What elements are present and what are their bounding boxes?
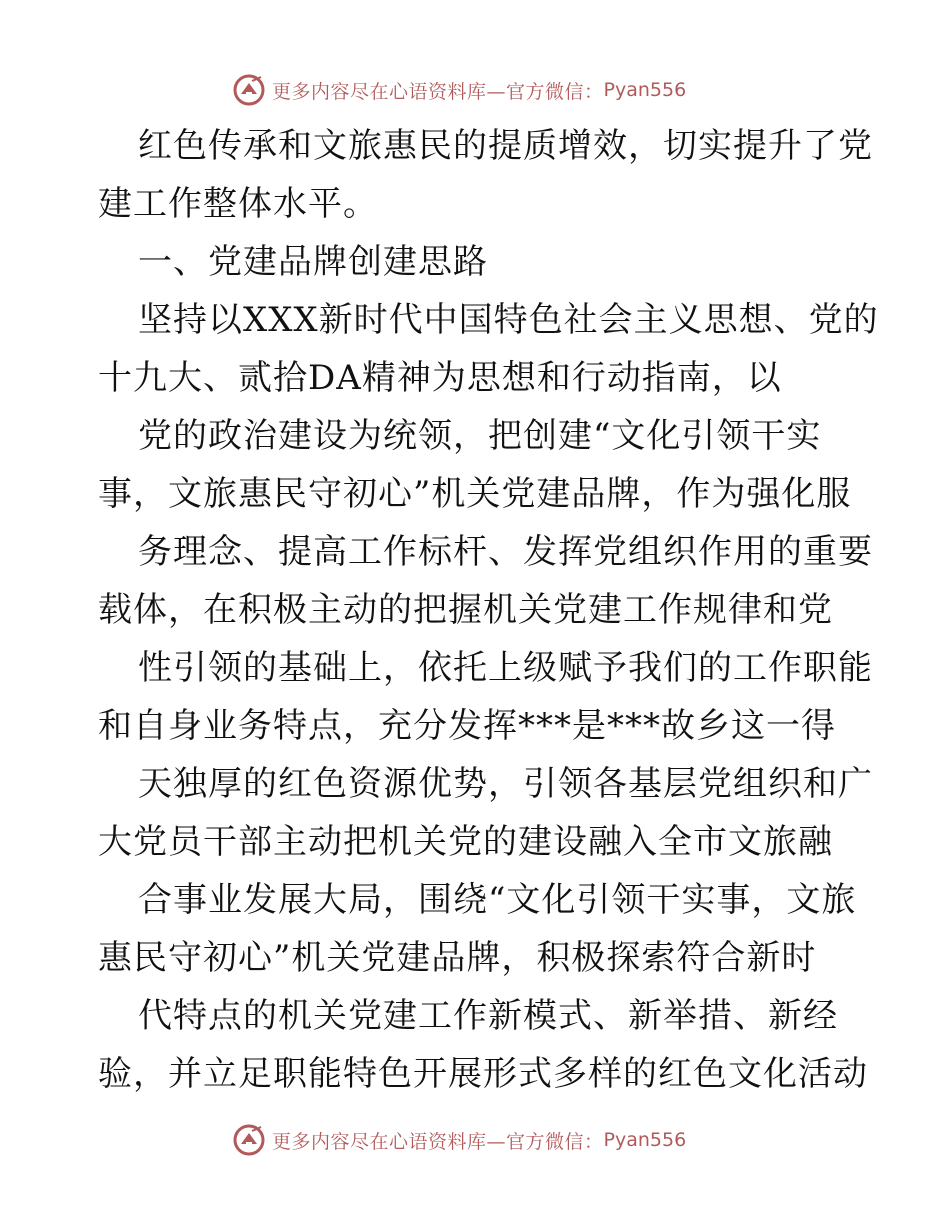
body-line-7: 事，文旅惠民守初心”机关党建品牌，作为强化服 (98, 474, 852, 514)
body-line-8: 务理念、提高工作标杆、发挥党组织作用的重要 (138, 532, 873, 572)
watermark-wechat-id: Pyan556 (603, 79, 687, 101)
body-line-13: 大党员干部主动把机关党的建设融入全市文旅融 (98, 822, 833, 862)
body-line-11: 和自身业务特点，充分发挥***是***故乡这一得 (98, 706, 836, 746)
footer-watermark (232, 1122, 686, 1158)
body-line-2: 建工作整体水平。 (98, 184, 378, 224)
body-line-10: 性引领的基础上，依托上级赋予我们的工作职能 (138, 648, 873, 688)
body-line-5: 十九大、贰拾DA精神为思想和行动指南，以 (98, 358, 782, 398)
body-line-15: 惠民守初心”机关党建品牌，积极探索符合新时 (98, 938, 817, 978)
body-line-17: 验，并立足职能特色开展形式多样的红色文化活动 (98, 1054, 868, 1094)
header-watermark (232, 72, 686, 108)
book-logo-icon (232, 1123, 266, 1157)
watermark-wechat-id: Pyan556 (603, 1129, 687, 1151)
body-line-16: 代特点的机关党建工作新模式、新举措、新经 (138, 996, 838, 1036)
book-logo-icon (232, 73, 266, 107)
body-line-9: 载体，在积极主动的把握机关党建工作规律和党 (98, 590, 833, 630)
watermark-text: 更多内容尽在心语资料库—官方微信： (272, 1130, 604, 1153)
body-line-14: 合事业发展大局，围绕“文化引领干实事，文旅 (138, 880, 857, 920)
body-line-4: 坚持以XXX新时代中国特色社会主义思想、党的 (138, 300, 879, 340)
watermark-text: 更多内容尽在心语资料库—官方微信： (272, 80, 604, 103)
body-line-6: 党的政治建设为统领，把创建“文化引领干实 (138, 416, 822, 456)
body-line-12: 天独厚的红色资源优势，引领各基层党组织和广 (138, 764, 873, 804)
body-line-1: 红色传承和文旅惠民的提质增效，切实提升了党 (138, 126, 873, 166)
section-heading: 一、党建品牌创建思路 (138, 242, 488, 282)
